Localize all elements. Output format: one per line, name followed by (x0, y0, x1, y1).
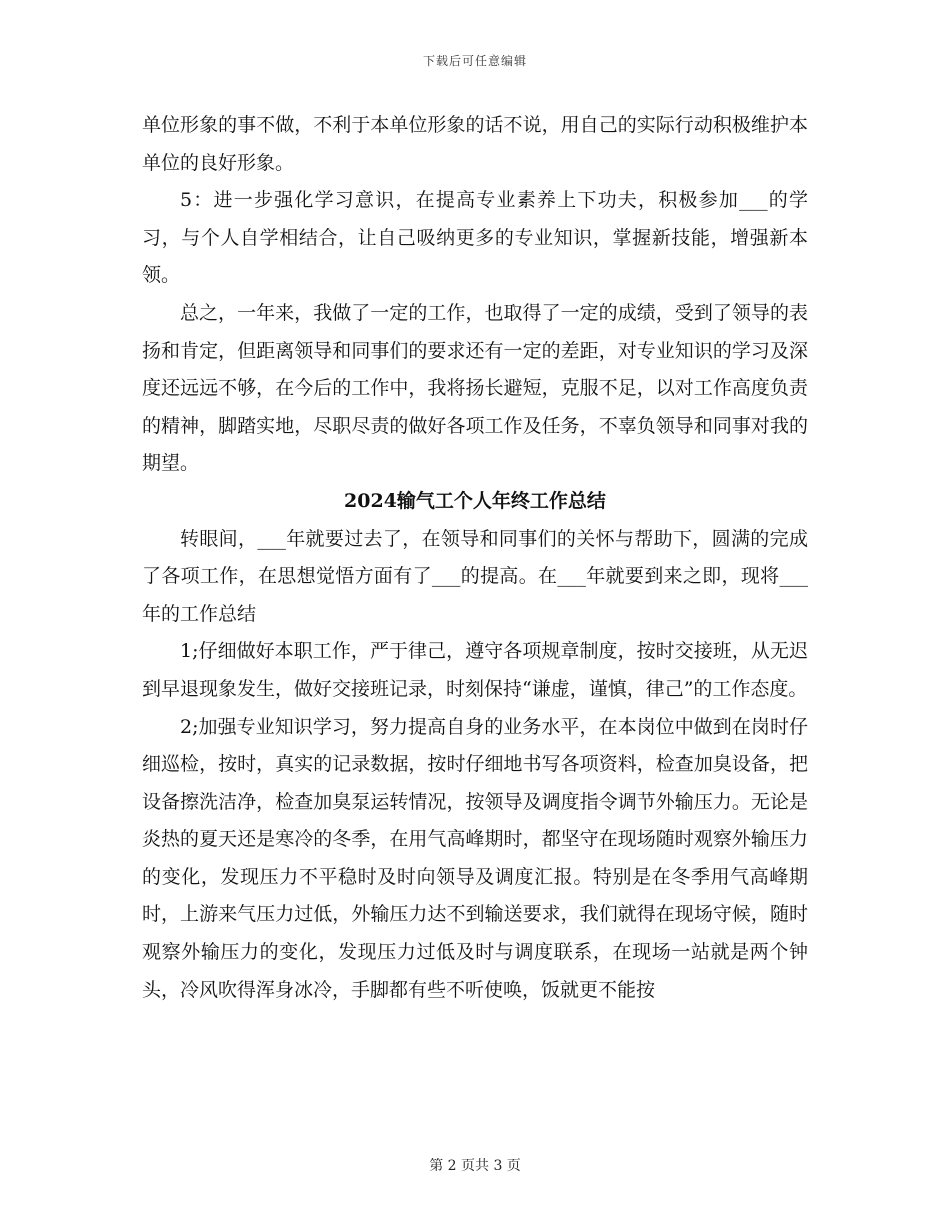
body-paragraph-continued: 单位形象的事不做，不利于本单位形象的话不说，用自己的实际行动积极维护本单位的良好形象。 (142, 114, 808, 174)
body-paragraph-intro: 转眼间，___年就要过去了，在领导和同事们的关怀与帮助下，圆满的完成了各项工作，在思想觉悟方面有了___的提高。在___年就要到来之即，现将___年的工作总结 (142, 527, 808, 625)
body-paragraph-conclusion: 总之，一年来，我做了一定的工作，也取得了一定的成绩，受到了领导的表扬和肯定，但距离领导和同事们的要求还有一定的差距，对专业知识的学习及深度还远远不够，在今后的工作中，我将扬长避短，克服不足，以对工作高度负责的精神，脚踏实地，尽职尽责的做好各项工作及任务，不辜负领导和同事对我的期望。 (142, 301, 808, 475)
document-body (142, 107, 808, 1009)
page-header: 下载后可任意编辑 (422, 54, 527, 68)
body-paragraph-item-5: 5：进一步强化学习意识，在提高专业素养上下功夫，积极参加___的学习，与个人自学相结合，让自己吸纳更多的专业知识，掌握新技能，增强新本领。 (142, 189, 808, 287)
body-paragraph-item-2: 2;加强专业知识学习，努力提高自身的业务水平，在本岗位中做到在岗时仔细巡检，按时，真实的记录数据，按时仔细地书写各项资料，检查加臭设备，把设备擦洗洁净，检查加臭泵运转情况，按领导及调度指令调节外输压力。无论是炎热的夏天还是寒冷的冬季，在用气高峰期时，都坚守在现场随时观察外输压力的变化，发现压力不平稳时及时向领导及调度汇报。特别是在冬季用气高峰期时，上游来气压力过低，外输压力达不到输送要求，我们就得在现场守候，随时观察外输压力的变化，发现压力过低及时与调度联系，在现场一站就是两个钟头，冷风吹得浑身冰冷，手脚都有些不听使唤，饭就更不能按 (142, 715, 808, 1001)
page-footer: 第 2 页共 3 页 (429, 1158, 521, 1174)
body-paragraph-item-1: 1;仔细做好本职工作，严于律己，遵守各项规章制度，按时交接班，从无迟到早退现象发生，做好交接班记录，时刻保持“谦虚，谨慎，律己”的工作态度。 (142, 640, 808, 700)
section-title: 2024输气工个人年终工作总结 (344, 489, 606, 512)
